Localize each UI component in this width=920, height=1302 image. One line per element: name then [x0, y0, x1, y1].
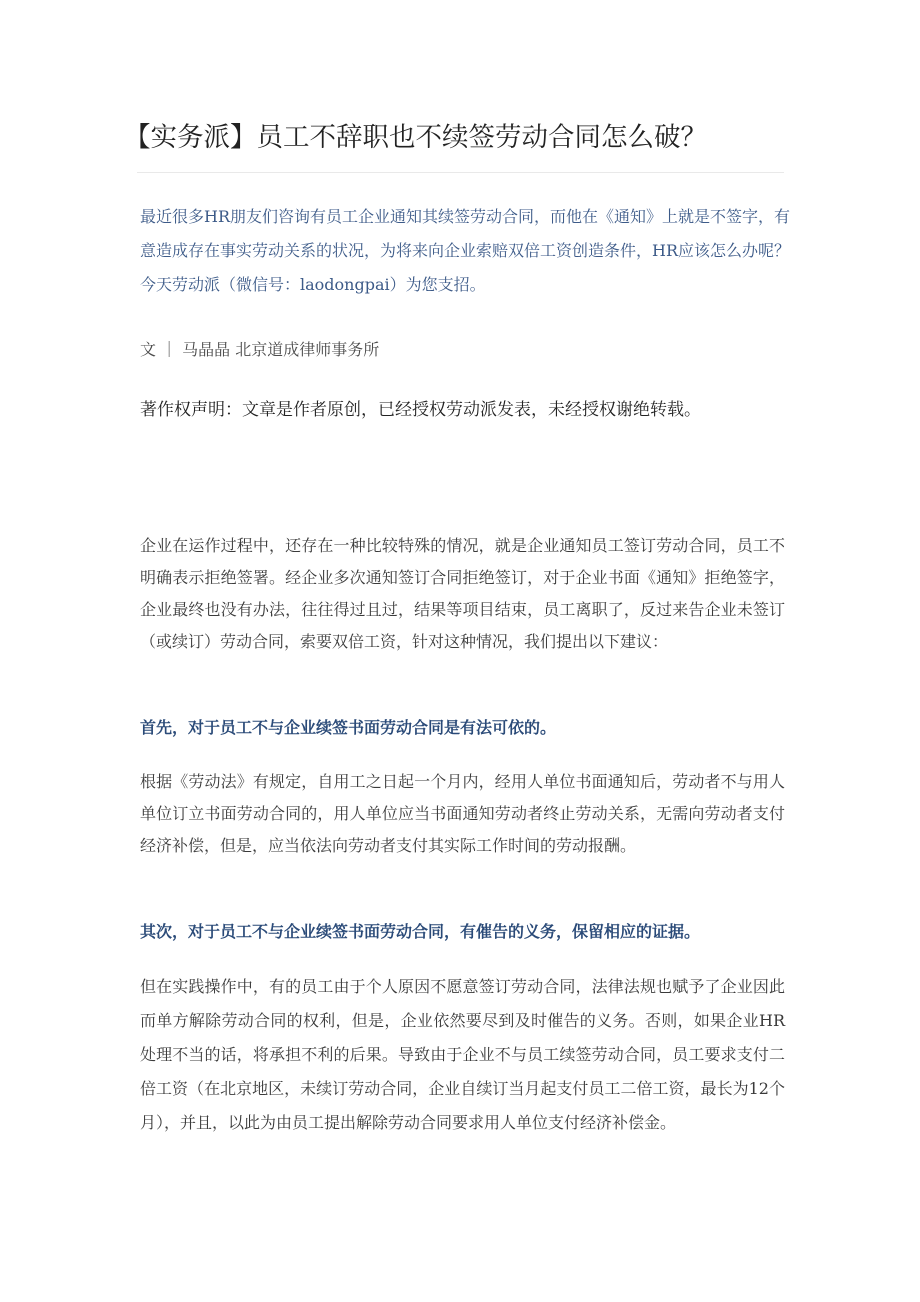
body-paragraph-3: 但在实践操作中，有的员工由于个人原因不愿意签订劳动合同，法律法规也赋予了企业因此而单方解除劳动合同的权利，但是，企业依然要尽到及时催告的义务。否则，如果企业HR处理不当的话，将承担不利的后果。导致由于企业不与员工续签劳动合同，员工要求支付二倍工资（在北京地区，未续订劳动合同，企业自续订当月起支付员工二倍工资，最长为12个月），并且，以此为由员工提出解除劳动合同要求用人单位支付经济补偿金。 — [140, 977, 785, 1132]
article-intro: 最近很多HR朋友们咨询有员工企业通知其续签劳动合同，而他在《通知》上就是不签字，有意造成存在事实劳动关系的状况，为将来向企业索赔双倍工资创造条件，HR应该怎么办呢？今天劳动派（微信号：laodongpai）为您支招。 — [140, 207, 791, 294]
article-title: 【实务派】员工不辞职也不续签劳动合同怎么破？ — [124, 122, 707, 153]
section-heading-1: 首先，对于员工不与企业续签书面劳动合同是有法可依的。 — [140, 718, 557, 737]
copyright-notice: 著作权声明：文章是作者原创，已经授权劳动派发表，未经授权谢绝转载。 — [140, 400, 701, 420]
title-divider — [137, 172, 784, 173]
body-paragraph-1: 企业在运作过程中，还存在一种比较特殊的情况，就是企业通知员工签订劳动合同，员工不明确表示拒绝签署。经企业多次通知签订合同拒绝签订，对于企业书面《通知》拒绝签字，企业最终也没有办法，往往得过且过，结果等项目结束，员工离职了，反过来告企业未签订（或续订）劳动合同，索要双倍工资，针对这种情况，我们提出以下建议： — [140, 536, 785, 651]
body-paragraph-2: 根据《劳动法》有规定，自用工之日起一个月内，经用人单位书面通知后，劳动者不与用人单位订立书面劳动合同的，用人单位应当书面通知劳动者终止劳动关系，无需向劳动者支付经济补偿，但是，应当依法向劳动者支付其实际工作时间的劳动报酬。 — [140, 772, 785, 855]
author-byline: 文 ｜ 马晶晶 北京道成律师事务所 — [140, 340, 380, 359]
section-heading-2: 其次，对于员工不与企业续签书面劳动合同，有催告的义务，保留相应的证据。 — [140, 922, 701, 941]
